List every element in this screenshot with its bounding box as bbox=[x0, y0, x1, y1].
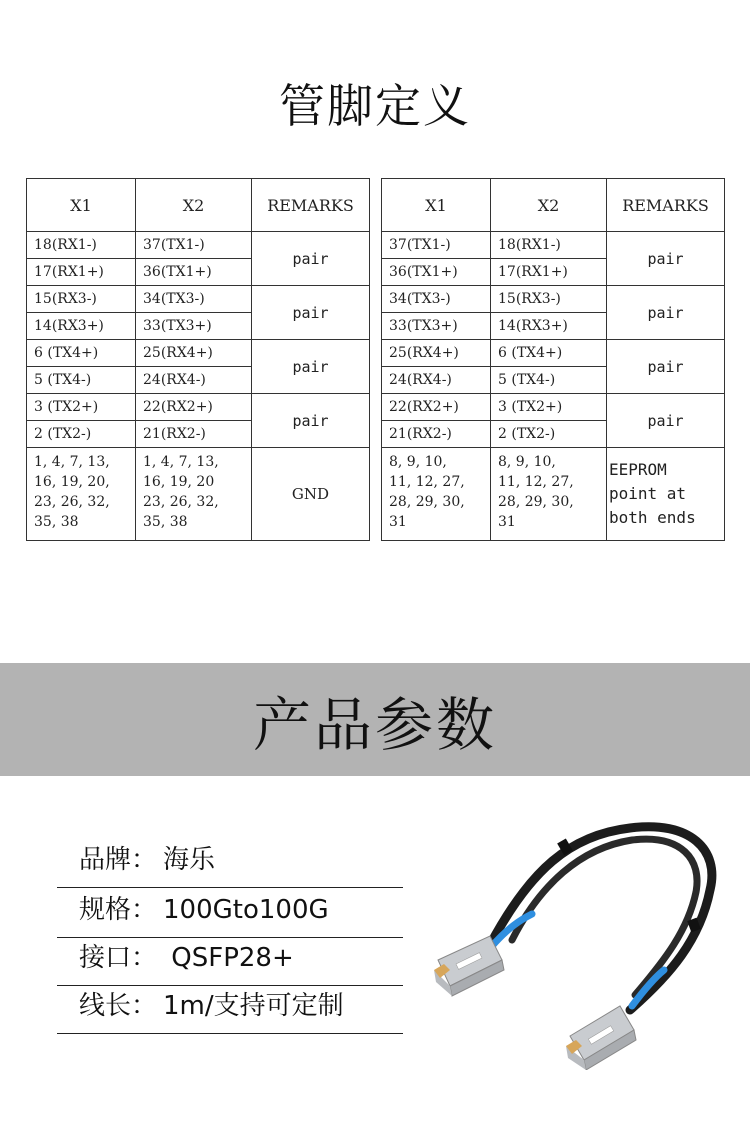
column-header: X2 bbox=[136, 179, 252, 232]
pin-definition-title: 管脚定义 bbox=[279, 79, 471, 133]
pin-x1-cell: 34(TX3-) bbox=[382, 286, 491, 313]
pin-x2-cell: 37(TX1-) bbox=[136, 232, 252, 259]
spec-key: 接口： bbox=[79, 943, 158, 973]
pin-x1-cell: 24(RX4-) bbox=[382, 367, 491, 394]
column-header: X1 bbox=[27, 179, 136, 232]
spec-value: 1m/支持可定制 bbox=[163, 991, 344, 1021]
pin-x1-cell: 33(TX3+) bbox=[382, 313, 491, 340]
pin-x2-cell: 15(RX3-) bbox=[491, 286, 607, 313]
pin-x2-cell: 17(RX1+) bbox=[491, 259, 607, 286]
pin-row bbox=[382, 394, 725, 421]
pin-x2-cell: 22(RX2+) bbox=[136, 394, 252, 421]
pin-row bbox=[27, 340, 370, 367]
pin-x1-cell: 3 (TX2+) bbox=[27, 394, 136, 421]
pin-x2-cell: 24(RX4-) bbox=[136, 367, 252, 394]
pair-remark-cell: pair bbox=[607, 340, 725, 394]
pin-x2-cell: 2 (TX2-) bbox=[491, 421, 607, 448]
pin-x1-cell: 5 (TX4-) bbox=[27, 367, 136, 394]
pair-remark-cell: pair bbox=[252, 340, 370, 394]
spec-value: 海乐 bbox=[163, 845, 216, 875]
column-header: X2 bbox=[491, 179, 607, 232]
spec-value: 100Gto100G bbox=[163, 895, 329, 925]
pin-x2-cell: 36(TX1+) bbox=[136, 259, 252, 286]
pin-list-cell: 1, 4, 7, 13, 16, 19, 20, 23, 26, 32, 35, 38 bbox=[27, 448, 136, 541]
pin-x2-cell: 34(TX3-) bbox=[136, 286, 252, 313]
column-header: REMARKS bbox=[607, 179, 725, 232]
pair-remark-cell: pair bbox=[252, 232, 370, 286]
product-params-title: 产品参数 bbox=[252, 690, 497, 759]
pin-x2-cell: 3 (TX2+) bbox=[491, 394, 607, 421]
pair-remark-cell: pair bbox=[607, 394, 725, 448]
spec-row-brand bbox=[57, 840, 403, 888]
spec-key: 线长： bbox=[79, 991, 158, 1021]
pin-table-left bbox=[26, 178, 370, 541]
qsfp-connector-right bbox=[566, 970, 664, 1070]
pin-x2-cell: 25(RX4+) bbox=[136, 340, 252, 367]
spec-row-length bbox=[57, 986, 403, 1034]
pair-remark-cell: pair bbox=[607, 286, 725, 340]
pin-list-cell: 8, 9, 10, 11, 12, 27, 28, 29, 30, 31 bbox=[382, 448, 491, 541]
pin-table-right bbox=[381, 178, 725, 541]
pin-row bbox=[27, 286, 370, 313]
pin-row-last bbox=[382, 448, 725, 541]
pair-remark-cell: pair bbox=[252, 394, 370, 448]
pin-x1-cell: 18(RX1-) bbox=[27, 232, 136, 259]
column-header: REMARKS bbox=[252, 179, 370, 232]
pin-x1-cell: 36(TX1+) bbox=[382, 259, 491, 286]
pin-list-cell: 1, 4, 7, 13, 16, 19, 20 23, 26, 32, 35, 38 bbox=[136, 448, 252, 541]
pin-x2-cell: 21(RX2-) bbox=[136, 421, 252, 448]
pin-x1-cell: 37(TX1-) bbox=[382, 232, 491, 259]
pin-x1-cell: 21(RX2-) bbox=[382, 421, 491, 448]
pin-row bbox=[27, 394, 370, 421]
pin-list-cell: 8, 9, 10, 11, 12, 27, 28, 29, 30, 31 bbox=[491, 448, 607, 541]
spec-key: 品牌： bbox=[79, 845, 158, 875]
pin-x2-cell: 33(TX3+) bbox=[136, 313, 252, 340]
pin-row-last bbox=[27, 448, 370, 541]
qsfp-connector-left bbox=[434, 914, 532, 996]
pin-x2-cell: 18(RX1-) bbox=[491, 232, 607, 259]
pin-x1-cell: 2 (TX2-) bbox=[27, 421, 136, 448]
spec-value: QSFP28+ bbox=[163, 943, 294, 973]
params-banner bbox=[0, 663, 750, 776]
pin-x1-cell: 25(RX4+) bbox=[382, 340, 491, 367]
pin-x1-cell: 22(RX2+) bbox=[382, 394, 491, 421]
dac-cable-image bbox=[420, 810, 730, 1070]
pair-remark-cell: pair bbox=[607, 232, 725, 286]
pair-remark-cell: pair bbox=[252, 286, 370, 340]
spec-key: 规格： bbox=[79, 895, 158, 925]
last-remark-cell: GND bbox=[252, 448, 370, 541]
last-remark-cell: EEPROM point at both ends bbox=[607, 448, 725, 541]
pin-x1-cell: 17(RX1+) bbox=[27, 259, 136, 286]
pin-x2-cell: 14(RX3+) bbox=[491, 313, 607, 340]
pin-x2-cell: 5 (TX4-) bbox=[491, 367, 607, 394]
column-header: X1 bbox=[382, 179, 491, 232]
pin-row bbox=[382, 232, 725, 259]
pin-row bbox=[382, 340, 725, 367]
spec-row-spec bbox=[57, 890, 403, 938]
pin-row bbox=[27, 232, 370, 259]
pin-x1-cell: 15(RX3-) bbox=[27, 286, 136, 313]
pin-x1-cell: 6 (TX4+) bbox=[27, 340, 136, 367]
pin-row bbox=[382, 286, 725, 313]
spec-row-interface bbox=[57, 938, 403, 986]
pin-x1-cell: 14(RX3+) bbox=[27, 313, 136, 340]
pin-x2-cell: 6 (TX4+) bbox=[491, 340, 607, 367]
